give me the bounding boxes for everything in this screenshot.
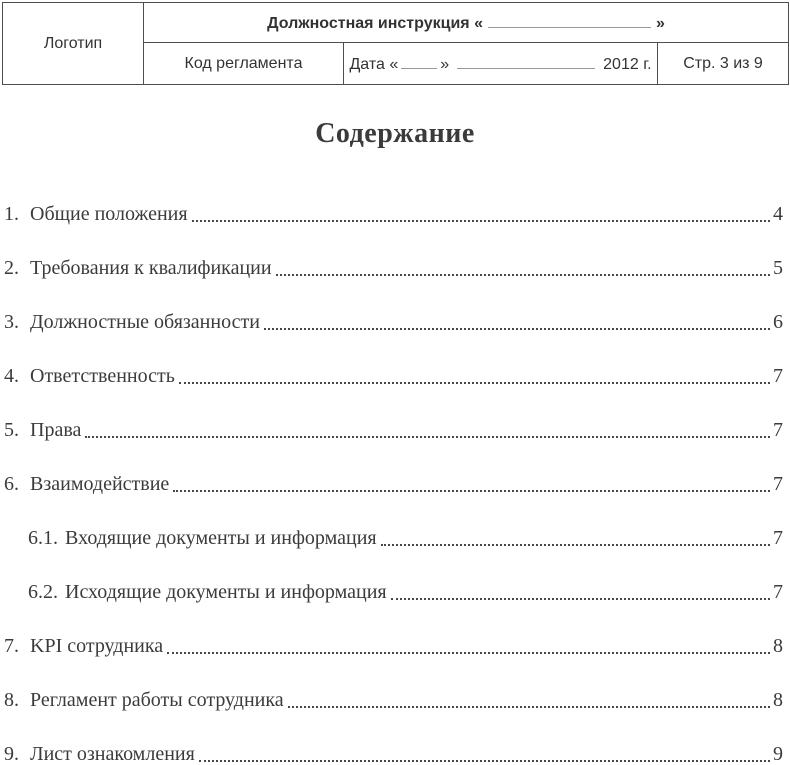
date-label: Дата — [349, 55, 385, 73]
toc-entry-label: KPI сотрудника — [30, 635, 164, 657]
toc-entry-number: 7. — [4, 635, 19, 657]
doc-title-close-quote: » — [655, 14, 665, 32]
doc-title-cell — [144, 3, 789, 43]
logo-text: Логотип — [43, 34, 103, 52]
page-number-cell — [658, 43, 789, 85]
toc-dotted-leader — [391, 598, 770, 600]
toc-entry-number: 5. — [4, 419, 19, 441]
toc-entry-label: Должностные обязанности — [30, 311, 260, 333]
toc-entry-number: 1. — [4, 203, 19, 225]
toc-entry-number: 6. — [4, 473, 19, 495]
regulation-code-label: Код регламента — [184, 54, 303, 72]
toc-entry-page: 8 — [773, 689, 783, 711]
logo-cell — [3, 3, 144, 85]
doc-title-open-quote: « — [474, 14, 483, 32]
toc-entry — [4, 419, 783, 442]
header-table — [2, 2, 789, 85]
toc-entry-label: Общие положения — [30, 203, 188, 225]
toc-dotted-leader — [288, 706, 770, 708]
toc-entry — [4, 689, 783, 712]
toc-entry — [4, 635, 783, 658]
toc-entry-page: 7 — [773, 365, 783, 387]
toc-dotted-leader — [173, 490, 770, 492]
year-label: 2012 г. — [603, 55, 652, 73]
toc-dotted-leader — [192, 220, 770, 222]
toc-entry-number: 6.2. — [28, 581, 58, 603]
toc-entry — [4, 581, 783, 604]
toc-entry-label: Требования к квалификации — [30, 257, 272, 279]
toc-dotted-leader — [264, 328, 770, 330]
toc-entry-label: Лист ознакомления — [30, 743, 195, 765]
page-title: Содержание — [315, 118, 475, 149]
regulation-code-cell — [144, 43, 344, 85]
toc-entry — [4, 527, 783, 550]
toc-entry — [4, 365, 783, 388]
toc-dotted-leader — [85, 436, 770, 438]
toc-entry-page: 8 — [773, 635, 783, 657]
toc-dotted-leader — [179, 382, 770, 384]
toc-entry-page: 9 — [773, 743, 783, 765]
toc-entry-page: 7 — [773, 527, 783, 549]
date-cell — [344, 43, 658, 85]
date-month-blank-line — [457, 54, 595, 69]
toc-entry-number: 8. — [4, 689, 19, 711]
date-close-quote: » — [440, 55, 450, 73]
toc-dotted-leader — [199, 760, 770, 762]
toc-entry-label: Ответственность — [30, 365, 175, 387]
date-day-blank-line — [401, 54, 437, 69]
toc-entry-page: 7 — [773, 473, 783, 495]
toc-list — [4, 203, 783, 765]
toc-entry-number: 9. — [4, 743, 19, 765]
toc-entry-label: Входящие документы и информация — [65, 527, 377, 549]
toc-entry-number: 2. — [4, 257, 19, 279]
toc-dotted-leader — [276, 274, 770, 276]
toc-entry — [4, 257, 783, 280]
toc-entry-label: Взаимодействие — [30, 473, 170, 495]
doc-title-blank-line — [488, 13, 651, 28]
toc-entry-page: 4 — [773, 203, 783, 225]
page-number-label: Стр. 3 из 9 — [683, 54, 763, 72]
toc-dotted-leader — [381, 544, 770, 546]
date-open-quote: « — [389, 55, 399, 73]
toc-entry — [4, 203, 783, 226]
toc-entry-page: 7 — [773, 581, 783, 603]
toc-entry-page: 6 — [773, 311, 783, 333]
doc-title: Должностная инструкция — [267, 14, 470, 32]
toc-entry-number: 3. — [4, 311, 19, 333]
toc-entry-label: Права — [30, 419, 82, 441]
toc-entry-page: 7 — [773, 419, 783, 441]
toc-entry — [4, 743, 783, 765]
toc-entry — [4, 311, 783, 334]
toc-dotted-leader — [167, 652, 770, 654]
toc-entry — [4, 473, 783, 496]
toc-entry-number: 4. — [4, 365, 19, 387]
toc-entry-label: Исходящие документы и информация — [65, 581, 387, 603]
toc-entry-page: 5 — [773, 257, 783, 279]
toc-entry-label: Регламент работы сотрудника — [30, 689, 284, 711]
toc-entry-number: 6.1. — [28, 527, 58, 549]
